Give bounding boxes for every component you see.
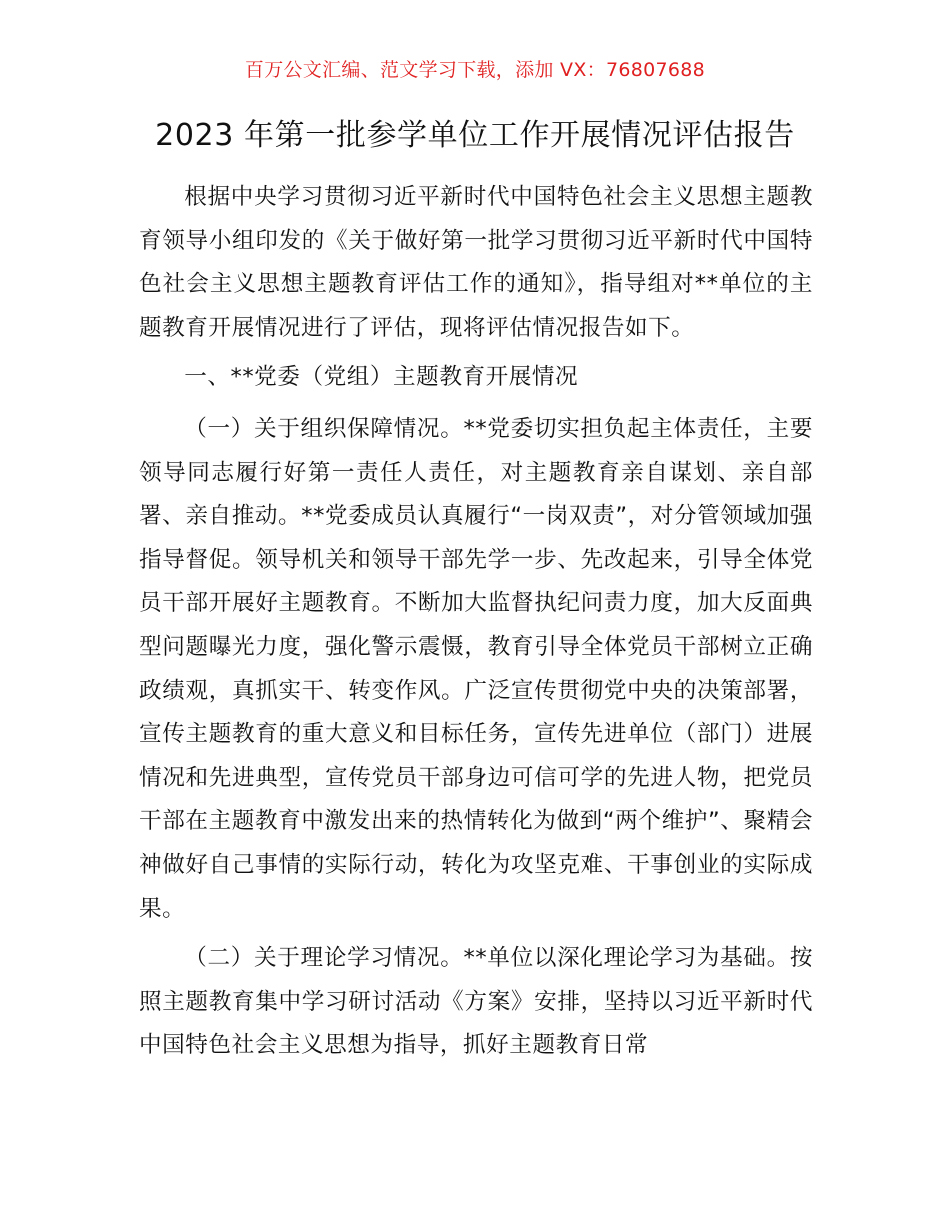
document-body — [139, 176, 813, 1074]
document-title: 2023 年第一批参学单位工作开展情况评估报告 — [155, 118, 795, 153]
paragraph-theory-study: （二）关于理论学习情况。**单位以深化理论学习为基础。按照主题教育集中学习研讨活动《方案》安排，坚持以习近平新时代中国特色社会主义思想为指导，抓好主题教育日常 — [139, 945, 813, 1059]
paragraph-organization: （一）关于组织保障情况。**党委切实担负起主体责任，主要领导同志履行好第一责任人责任，对主题教育亲自谋划、亲自部署、亲自推动。**党委成员认真履行“一岗双责”，对分管领域加强指导督促。领导机关和领导干部先学一步、先改起来，引导全体党员干部开展好主题教育。不断加大监督执纪问责力度，加大反面典型问题曝光力度，强化警示震慑，教育引导全体党员干部树立正确政绩观，真抓实干、转变作风。广泛宣传贯彻党中央的决策部署，宣传主题教育的重大意义和目标任务，宣传先进单位（部门）进展情况和先进典型，宣传党员干部身边可信可学的先进人物，把党员干部在主题教育中激发出来的热情转化为做到“两个维护”、聚精会神做好自己事情的实际行动，转化为攻坚克难、干事创业的实际成果。 — [139, 415, 813, 922]
paragraph-intro: 根据中央学习贯彻习近平新时代中国特色社会主义思想主题教育领导小组印发的《关于做好第一批学习贯彻习近平新时代中国特色社会主义思想主题教育评估工作的通知》，指导组对**单位的主题教育开展情况进行了评估，现将评估情况报告如下。 — [139, 184, 813, 341]
section-heading-1: 一、**党委（党组）主题教育开展情况 — [184, 364, 579, 391]
promo-banner: 百万公文汇编、范文学习下载，添加 VX：76807688 — [244, 59, 706, 81]
